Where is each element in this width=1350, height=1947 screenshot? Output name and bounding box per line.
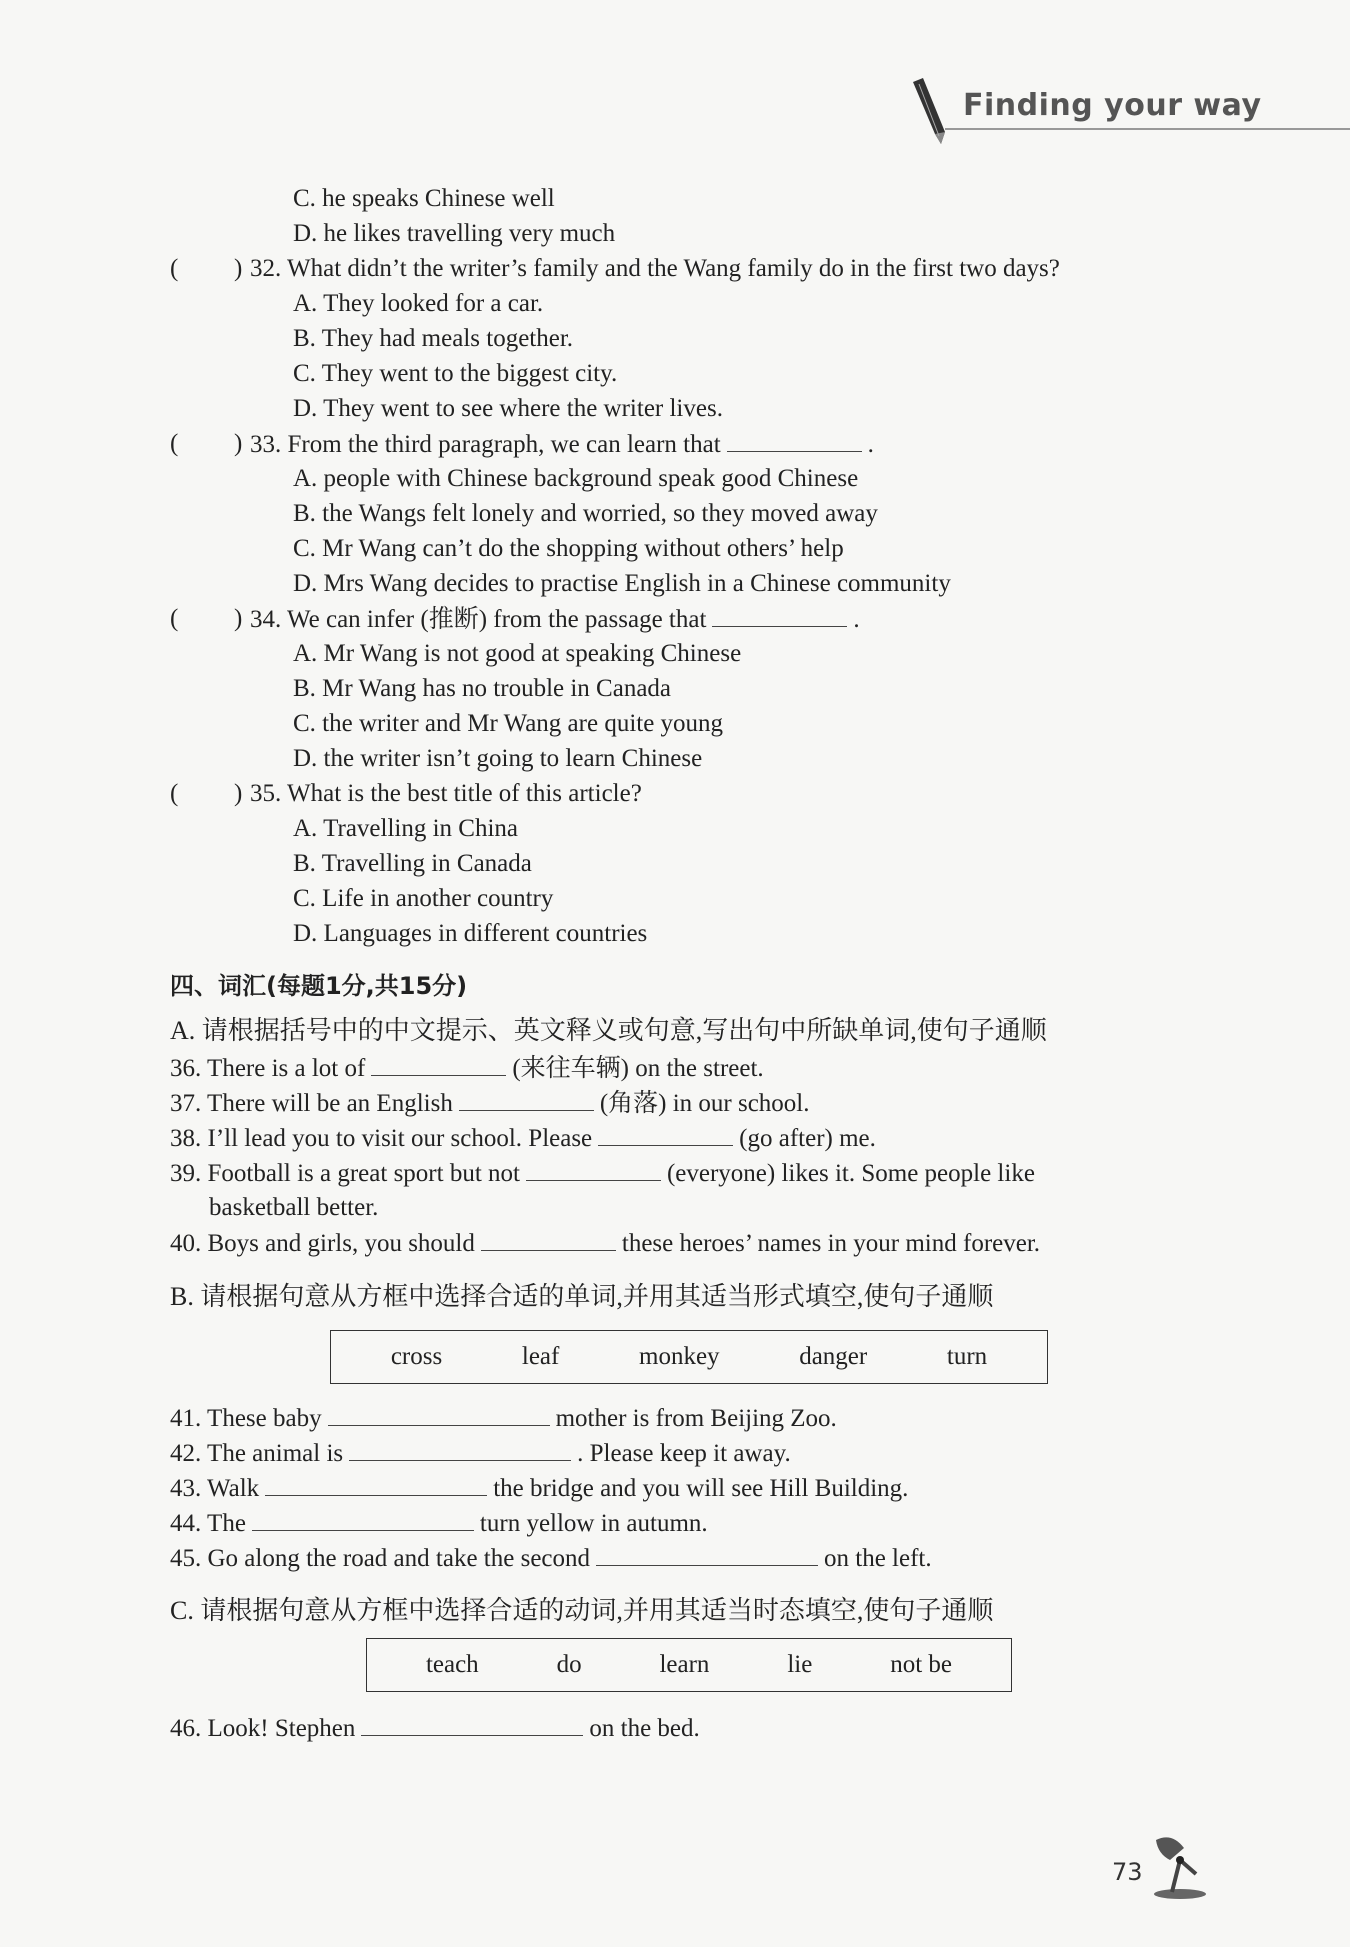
- q40-post: these heroes’ names in your mind forever.: [621, 1230, 1041, 1257]
- q38-post: (go after) me.: [739, 1125, 876, 1152]
- word-box-item: cross: [390, 1343, 443, 1370]
- answer-blank[interactable]: [481, 1228, 616, 1251]
- part-a-instruction: A. 请根据括号中的中文提示、英文释义或句意,写出句中所缺单词,使句子通顺: [170, 1016, 1047, 1045]
- q41-pre: 41. These baby: [170, 1405, 322, 1432]
- answer-paren-open: (: [170, 430, 179, 457]
- word-box-item: turn: [946, 1343, 988, 1370]
- word-box-item: lie: [787, 1651, 813, 1678]
- q45-post: on the left.: [824, 1545, 932, 1572]
- q44-pre: 44. The: [170, 1510, 246, 1537]
- q37: [170, 1088, 810, 1119]
- answer-blank[interactable]: [712, 604, 847, 627]
- q35-option-b: B. Travelling in Canada: [293, 850, 532, 877]
- q43-pre: 43. Walk: [170, 1475, 260, 1502]
- answer-blank[interactable]: [526, 1158, 661, 1181]
- q39: [170, 1158, 1035, 1189]
- q38-pre: 38. I’ll lead you to visit our school. Please: [170, 1125, 593, 1152]
- q32-option-c: C. They went to the biggest city.: [293, 360, 618, 387]
- q46: [170, 1713, 700, 1744]
- answer-blank[interactable]: [371, 1053, 506, 1076]
- q33-option-c: C. Mr Wang can’t do the shopping without others’ help: [293, 535, 844, 562]
- answer-paren-open: (: [170, 780, 179, 807]
- q42-post: . Please keep it away.: [577, 1440, 791, 1467]
- q32-option-a: A. They looked for a car.: [293, 290, 544, 317]
- section-heading: 四、词汇(每题1分,共15分): [170, 972, 468, 1000]
- pen-icon: [905, 78, 955, 148]
- q32-option-d: D. They went to see where the writer lives.: [293, 395, 723, 422]
- page-header: [905, 78, 1350, 138]
- q35-option-a: A. Travelling in China: [293, 815, 519, 842]
- q36: [170, 1053, 764, 1084]
- q42: [170, 1438, 791, 1469]
- answer-blank[interactable]: [265, 1473, 487, 1496]
- answer-paren-close: ): [234, 430, 243, 457]
- q34-stem: [250, 604, 860, 635]
- q38: [170, 1123, 876, 1154]
- desk-lamp-icon: [1150, 1830, 1210, 1900]
- word-box: [366, 1638, 1012, 1692]
- answer-paren-close: ): [234, 255, 243, 282]
- q33-option-b: B. the Wangs felt lonely and worried, so they moved away: [293, 500, 878, 527]
- q34-stem-text: 34. We can infer (推断) from the passage that: [250, 606, 707, 633]
- word-box-item: learn: [659, 1651, 710, 1678]
- q35-option-c: C. Life in another country: [293, 885, 554, 912]
- q32-option-b: B. They had meals together.: [293, 325, 574, 352]
- q43: [170, 1473, 908, 1504]
- part-c-instruction: C. 请根据句意从方框中选择合适的动词,并用其适当时态填空,使句子通顺: [170, 1596, 994, 1625]
- q41: [170, 1403, 837, 1434]
- q34-option-b: B. Mr Wang has no trouble in Canada: [293, 675, 672, 702]
- q46-pre: 46. Look! Stephen: [170, 1715, 356, 1742]
- q44-post: turn yellow in autumn.: [479, 1510, 708, 1537]
- q45: [170, 1543, 932, 1574]
- q32-stem: 32. What didn’t the writer’s family and the Wang family do in the first two days?: [250, 255, 1060, 282]
- q33-stem: [250, 429, 874, 460]
- q44: [170, 1508, 708, 1539]
- q43-post: the bridge and you will see Hill Building.: [493, 1475, 909, 1502]
- answer-blank[interactable]: [252, 1508, 474, 1531]
- answer-paren-close: ): [234, 780, 243, 807]
- q45-pre: 45. Go along the road and take the second: [170, 1545, 591, 1572]
- q33-stem-end: .: [867, 431, 874, 458]
- part-b-instruction: B. 请根据句意从方框中选择合适的单词,并用其适当形式填空,使句子通顺: [170, 1282, 994, 1311]
- q31-option-d: D. he likes travelling very much: [293, 220, 616, 247]
- q46-post: on the bed.: [589, 1715, 700, 1742]
- q34-option-d: D. the writer isn’t going to learn Chinese: [293, 745, 703, 772]
- q39-continuation: basketball better.: [209, 1194, 379, 1221]
- answer-blank[interactable]: [361, 1713, 583, 1736]
- answer-blank[interactable]: [598, 1123, 733, 1146]
- answer-blank[interactable]: [349, 1438, 571, 1461]
- q40: [170, 1228, 1040, 1259]
- word-box-item: teach: [425, 1651, 479, 1678]
- answer-paren-open: (: [170, 605, 179, 632]
- answer-paren-close: ): [234, 605, 243, 632]
- answer-blank[interactable]: [596, 1543, 818, 1566]
- word-box-item: monkey: [639, 1343, 720, 1370]
- q40-pre: 40. Boys and girls, you should: [170, 1230, 475, 1257]
- q39-pre: 39. Football is a great sport but not: [170, 1160, 520, 1187]
- q31-option-c: C. he speaks Chinese well: [293, 185, 555, 212]
- q34-option-a: A. Mr Wang is not good at speaking Chinese: [293, 640, 742, 667]
- word-box-item: do: [556, 1651, 582, 1678]
- answer-paren-open: (: [170, 255, 179, 282]
- q34-option-c: C. the writer and Mr Wang are quite young: [293, 710, 724, 737]
- word-box-item: not be: [890, 1651, 952, 1678]
- header-rule: [945, 128, 1350, 130]
- q34-stem-end: .: [853, 606, 860, 633]
- word-box-item: danger: [799, 1343, 868, 1370]
- q36-post: (来往车辆) on the street.: [512, 1055, 764, 1082]
- word-box: [330, 1330, 1048, 1384]
- q33-option-a: A. people with Chinese background speak good Chinese: [293, 465, 859, 492]
- answer-blank[interactable]: [328, 1403, 550, 1426]
- q35-stem: 35. What is the best title of this article?: [250, 780, 642, 807]
- answer-blank[interactable]: [727, 429, 862, 452]
- word-box-item: leaf: [521, 1343, 560, 1370]
- q35-option-d: D. Languages in different countries: [293, 920, 648, 947]
- answer-blank[interactable]: [459, 1088, 594, 1111]
- page-title: Finding your way: [963, 88, 1262, 123]
- q36-pre: 36. There is a lot of: [170, 1055, 366, 1082]
- q41-post: mother is from Beijing Zoo.: [555, 1405, 837, 1432]
- q39-post: (everyone) likes it. Some people like: [666, 1160, 1035, 1187]
- q33-option-d: D. Mrs Wang decides to practise English in a Chinese community: [293, 570, 951, 597]
- q42-pre: 42. The animal is: [170, 1440, 344, 1467]
- page-number: 73: [1112, 1858, 1143, 1886]
- q33-stem-text: 33. From the third paragraph, we can learn that: [250, 431, 721, 458]
- q37-pre: 37. There will be an English: [170, 1090, 453, 1117]
- q37-post: (角落) in our school.: [599, 1090, 810, 1117]
